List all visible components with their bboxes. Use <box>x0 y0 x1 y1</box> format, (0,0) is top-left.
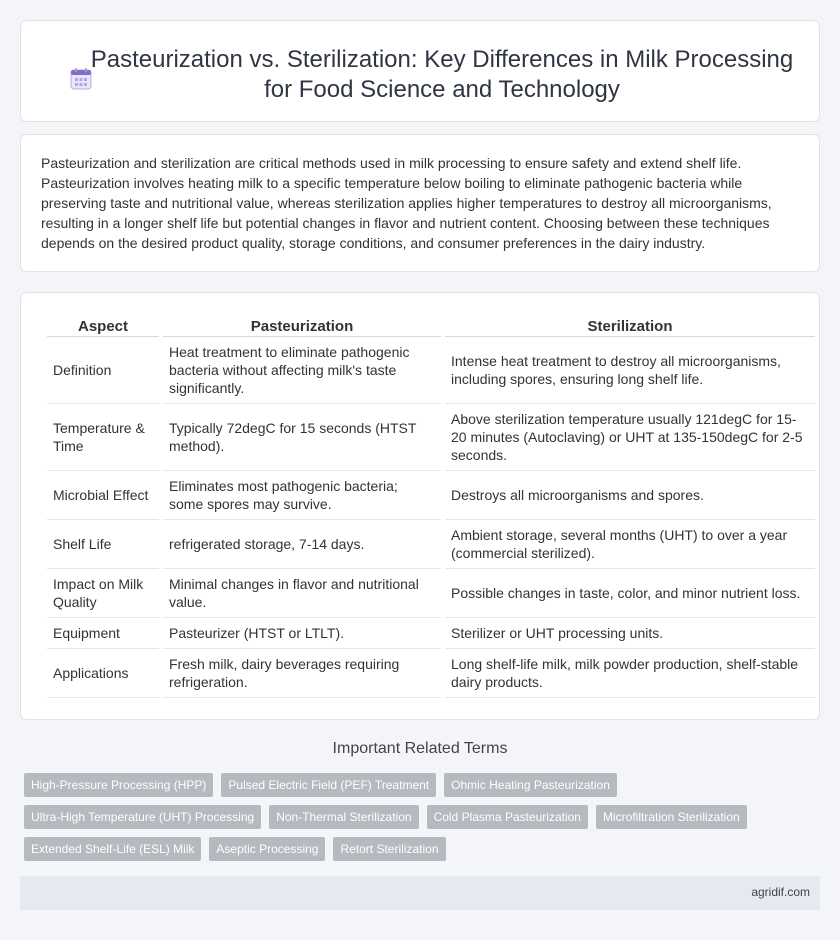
pasteurization-cell: Minimal changes in flavor and nutritional value. <box>163 569 441 618</box>
table-row <box>47 404 815 471</box>
term-tag[interactable]: Ohmic Heating Pasteurization <box>444 773 617 797</box>
title-card <box>20 20 820 122</box>
aspect-cell: Impact on Milk Quality <box>47 569 159 618</box>
sterilization-cell: Possible changes in taste, color, and minor nutrient loss. <box>445 569 815 618</box>
table-row <box>47 649 815 698</box>
aspect-cell: Temperature & Time <box>47 404 159 471</box>
sterilization-cell: Long shelf-life milk, milk powder production, shelf-stable dairy products. <box>445 649 815 698</box>
sterilization-cell: Intense heat treatment to destroy all microorganisms, including spores, ensuring long shelf life. <box>445 337 815 404</box>
term-tag[interactable]: Cold Plasma Pasteurization <box>427 805 588 829</box>
pasteurization-cell: refrigerated storage, 7-14 days. <box>163 520 441 569</box>
pasteurization-cell: Eliminates most pathogenic bacteria; some spores may survive. <box>163 471 441 520</box>
table-row <box>47 471 815 520</box>
table-row <box>47 520 815 569</box>
pasteurization-cell: Fresh milk, dairy beverages requiring refrigeration. <box>163 649 441 698</box>
table-row <box>47 618 815 649</box>
term-tag[interactable]: Retort Sterilization <box>333 837 445 861</box>
footer-site-link[interactable]: agridif.com <box>751 885 810 899</box>
comparison-card <box>20 292 820 720</box>
aspect-cell: Applications <box>47 649 159 698</box>
aspect-cell: Equipment <box>47 618 159 649</box>
aspect-cell: Definition <box>47 337 159 404</box>
term-tag[interactable]: Microfiltration Sterilization <box>596 805 747 829</box>
footer <box>20 876 820 910</box>
aspect-cell: Microbial Effect <box>47 471 159 520</box>
related-terms-list <box>24 773 804 861</box>
header-sterilization: Sterilization <box>445 313 815 337</box>
intro-card <box>20 134 820 272</box>
pasteurization-cell: Typically 72degC for 15 seconds (HTST method). <box>163 404 441 471</box>
page-title: Pasteurization vs. Sterilization: Key Differences in Milk Processing for Food Science and Technology <box>90 46 794 103</box>
table-row <box>47 569 815 618</box>
term-tag[interactable]: Ultra-High Temperature (UHT) Processing <box>24 805 261 829</box>
aspect-cell: Shelf Life <box>47 520 159 569</box>
term-tag[interactable]: Non-Thermal Sterilization <box>269 805 418 829</box>
sterilization-cell: Ambient storage, several months (UHT) to over a year (commercial sterilized). <box>445 520 815 569</box>
term-tag[interactable]: Pulsed Electric Field (PEF) Treatment <box>221 773 436 797</box>
header-pasteurization: Pasteurization <box>163 313 441 337</box>
term-tag[interactable]: Aseptic Processing <box>209 837 325 861</box>
sterilization-cell: Destroys all microorganisms and spores. <box>445 471 815 520</box>
term-tag[interactable]: High-Pressure Processing (HPP) <box>24 773 213 797</box>
pasteurization-cell: Heat treatment to eliminate pathogenic bacteria without affecting milk's taste significantly. <box>163 337 441 404</box>
sterilization-cell: Above sterilization temperature usually 121degC for 15-20 minutes (Autoclaving) or UHT at 135-150degC for 2-5 seconds. <box>445 404 815 471</box>
intro-paragraph: Pasteurization and sterilization are critical methods used in milk processing to ensure safety and extend shelf life. Pasteurization involves heating milk to a specific temperature below boiling to eliminate pathogenic bacteria while preserving taste and nutritional value, whereas sterilization applies higher temperatures to destroy all microorganisms, resulting in a longer shelf life but potential changes in flavor and nutrient content. Choosing between these techniques depends on the desired product quality, storage conditions, and consumer preferences in the dairy industry. <box>41 155 772 251</box>
sterilization-cell: Sterilizer or UHT processing units. <box>445 618 815 649</box>
table-header-row <box>47 313 815 337</box>
comparison-table <box>43 313 819 698</box>
term-tag[interactable]: Extended Shelf-Life (ESL) Milk <box>24 837 201 861</box>
pasteurization-cell: Pasteurizer (HTST or LTLT). <box>163 618 441 649</box>
header-aspect: Aspect <box>47 313 159 337</box>
table-row <box>47 337 815 404</box>
related-terms-title: Important Related Terms <box>332 740 508 757</box>
